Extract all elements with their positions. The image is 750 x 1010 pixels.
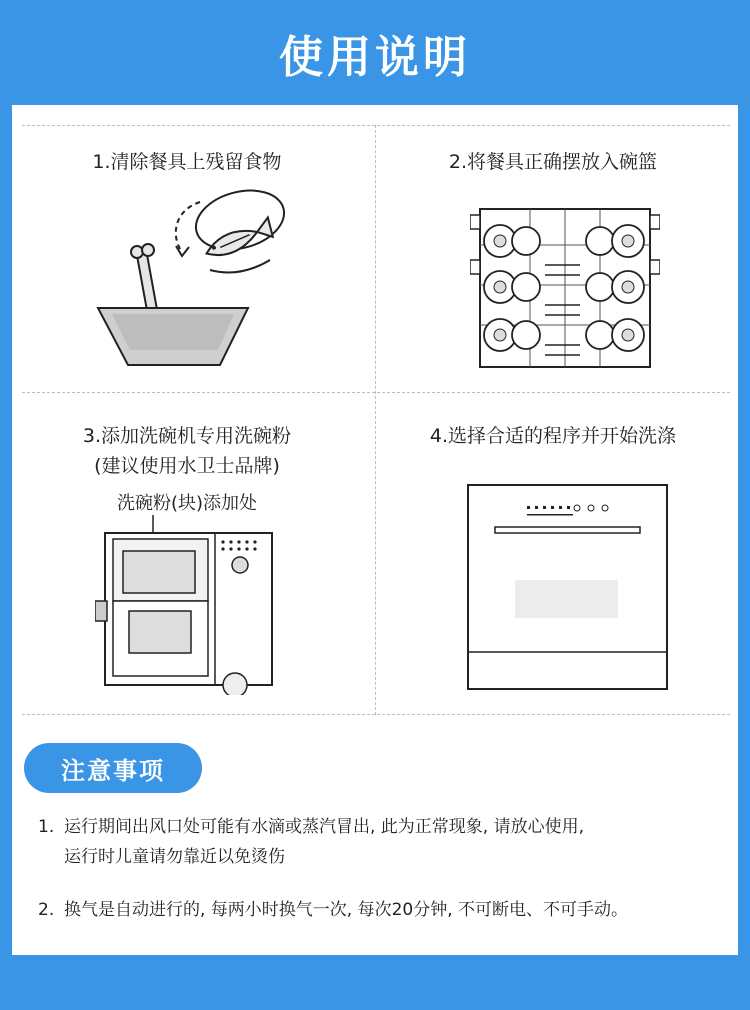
dishwasher-icon	[465, 482, 670, 692]
notice-list	[38, 812, 743, 925]
step-3-subtitle: (建议使用水卫士品牌)	[94, 455, 280, 477]
notice-item-text: 运行期间出风口处可能有水滴或蒸汽冒出, 此为正常现象, 请放心使用,	[64, 817, 585, 837]
notice-item-text-line2: 运行时儿童请勿靠近以免烫伤	[64, 847, 285, 867]
title-bar	[0, 0, 750, 105]
step-4-title: 4.选择合适的程序并开始洗涤	[429, 425, 677, 447]
notice-title: 注意事项	[24, 743, 202, 793]
dishwasher-panel-icon	[95, 515, 280, 695]
notice-item-number: 2.	[38, 900, 55, 920]
vertical-divider	[375, 125, 376, 715]
divider-bottom	[22, 714, 730, 715]
notice-item-number: 1.	[38, 817, 55, 837]
page-title: 使用说明	[279, 31, 471, 83]
step-1-title: 1.清除餐具上残留食物	[92, 151, 282, 173]
detergent-callout: 洗碗粉(块)添加处	[116, 493, 258, 514]
divider-middle	[22, 392, 730, 393]
notice-item-text: 换气是自动进行的, 每两小时换气一次, 每次20分钟, 不可断电、不可手动。	[64, 900, 629, 920]
dish-rack-icon	[470, 205, 660, 370]
divider-top	[22, 125, 730, 126]
notice-item	[38, 895, 743, 925]
food-scraps-icon	[90, 180, 300, 370]
step-3-title: 3.添加洗碗机专用洗碗粉	[82, 425, 292, 447]
step-2-title: 2.将餐具正确摆放入碗篮	[448, 151, 658, 173]
notice-item	[38, 812, 743, 872]
